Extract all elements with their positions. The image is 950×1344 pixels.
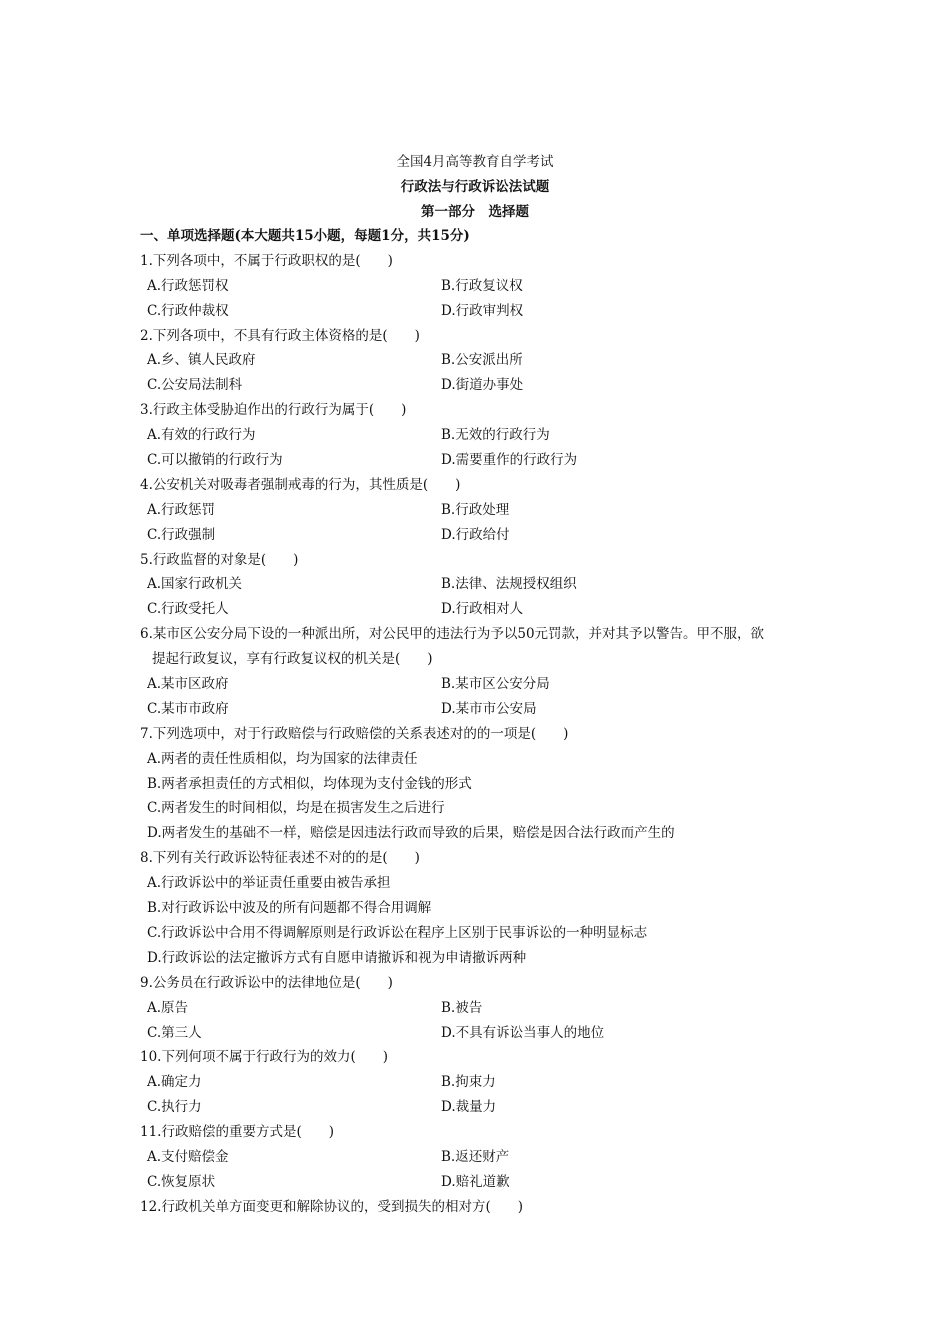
option-a: A.国家行政机关 bbox=[147, 576, 243, 593]
option-b: B.无效的行政行为 bbox=[441, 427, 550, 444]
option-row bbox=[140, 448, 820, 473]
option-b: B.某市区公安分局 bbox=[441, 676, 550, 693]
option-a: A.确定力 bbox=[147, 1074, 202, 1091]
question-stem: 5.行政监督的对象是( ) bbox=[140, 551, 299, 568]
option-a: A.有效的行政行为 bbox=[147, 427, 256, 444]
option-c: C.第三人 bbox=[147, 1024, 202, 1041]
option-d: D.街道办事处 bbox=[441, 377, 524, 394]
option-row bbox=[140, 1170, 820, 1195]
option-row bbox=[140, 1021, 820, 1046]
option-c: C.执行力 bbox=[147, 1099, 202, 1116]
option-b: B.返还财产 bbox=[441, 1148, 510, 1165]
question-stem: 6.某市区公安分局下设的一种派出所，对公民甲的违法行为予以50元罚款，并对其予以警告。甲不服，欲 bbox=[140, 626, 765, 643]
option-c: C.行政诉讼中合用不得调解原则是行政诉讼在程序上区别于民事诉讼的一种明显标志 bbox=[147, 924, 648, 941]
option-c: C.可以撤销的行政行为 bbox=[147, 452, 283, 469]
option-c: C.公安局法制科 bbox=[147, 377, 243, 394]
option-d: D.某市市公安局 bbox=[441, 700, 537, 717]
option-c: C.行政强制 bbox=[147, 526, 216, 543]
document-header bbox=[0, 150, 950, 225]
question-stem: 4.公安机关对吸毒者强制戒毒的行为，其性质是( ) bbox=[140, 476, 461, 493]
option-c: C.某市市政府 bbox=[147, 700, 229, 717]
option-c: C.恢复原状 bbox=[147, 1173, 216, 1190]
option-d: D.行政诉讼的法定撤诉方式有自愿申请撤诉和视为申请撤诉两种 bbox=[147, 949, 527, 966]
question-stem: 8.下列有关行政诉讼特征表述不对的的是( ) bbox=[140, 850, 420, 867]
option-b: B.行政复议权 bbox=[441, 277, 523, 294]
option-b: B.对行政诉讼中波及的所有问题都不得合用调解 bbox=[147, 900, 432, 917]
option-d: D.裁量力 bbox=[441, 1099, 497, 1116]
exam-title: 全国4月高等教育自学考试 bbox=[396, 154, 554, 170]
option-row bbox=[140, 1145, 820, 1170]
option-d: D.不具有诉讼当事人的地位 bbox=[441, 1024, 605, 1041]
option-b: B.法律、法规授权组织 bbox=[441, 576, 577, 593]
question-stem: 2.下列各项中，不具有行政主体资格的是( ) bbox=[140, 327, 420, 344]
option-a: A.乡、镇人民政府 bbox=[147, 352, 256, 369]
option-c: C.行政受托人 bbox=[147, 601, 229, 618]
option-a: A.行政诉讼中的举证责任重要由被告承担 bbox=[147, 875, 391, 892]
question-stem-continued: 提起行政复议，享有行政复议权的机关是( ) bbox=[152, 651, 433, 668]
option-row bbox=[140, 572, 820, 597]
option-row bbox=[140, 697, 820, 722]
option-b: B.拘束力 bbox=[441, 1074, 496, 1091]
option-row bbox=[140, 274, 820, 299]
option-c: C.行政仲裁权 bbox=[147, 302, 229, 319]
option-a: A.原告 bbox=[147, 999, 189, 1016]
question-stem: 1.下列各项中，不属于行政职权的是( ) bbox=[140, 252, 393, 269]
option-b: B.两者承担责任的方式相似，均体现为支付金钱的形式 bbox=[147, 775, 472, 792]
section-title: 一、单项选择题(本大题共15小题，每题1分，共15分) bbox=[140, 228, 470, 244]
subject-title: 行政法与行政诉讼法试题 bbox=[400, 179, 550, 195]
option-c: C.两者发生的时间相似，均是在损害发生之后进行 bbox=[147, 800, 445, 817]
option-row bbox=[140, 597, 820, 622]
option-row bbox=[140, 523, 820, 548]
option-d: D.行政相对人 bbox=[441, 601, 524, 618]
option-row bbox=[140, 423, 820, 448]
option-a: A.行政惩罚 bbox=[147, 501, 216, 518]
option-row bbox=[140, 1070, 820, 1095]
option-d: D.需要重作的行政行为 bbox=[441, 452, 578, 469]
option-a: A.某市区政府 bbox=[147, 676, 229, 693]
option-b: B.公安派出所 bbox=[441, 352, 523, 369]
part-title: 第一部分 选择题 bbox=[421, 204, 529, 220]
option-row bbox=[140, 373, 820, 398]
option-a: A.行政惩罚权 bbox=[147, 277, 229, 294]
option-row bbox=[140, 299, 820, 324]
question-stem: 12.行政机关单方面变更和解除协议的，受到损失的相对方( ) bbox=[140, 1198, 524, 1215]
option-d: D.行政给付 bbox=[441, 526, 510, 543]
question-stem: 11.行政赔偿的重要方式是( ) bbox=[140, 1124, 335, 1141]
question-list bbox=[140, 224, 820, 1220]
option-row bbox=[140, 1095, 820, 1120]
question-stem: 10.下列何项不属于行政行为的效力( ) bbox=[140, 1049, 389, 1066]
option-d: D.两者发生的基础不一样，赔偿是因违法行政而导致的后果，赔偿是因合法行政而产生的 bbox=[147, 825, 675, 842]
question-stem: 3.行政主体受胁迫作出的行政行为属于( ) bbox=[140, 402, 407, 419]
option-row bbox=[140, 498, 820, 523]
option-row bbox=[140, 996, 820, 1021]
question-stem: 9.公务员在行政诉讼中的法律地位是( ) bbox=[140, 974, 393, 991]
option-a: A.两者的责任性质相似，均为国家的法律责任 bbox=[147, 750, 418, 767]
question-stem: 7.下列选项中，对于行政赔偿与行政赔偿的关系表述对的的一项是( ) bbox=[140, 725, 569, 742]
option-b: B.被告 bbox=[441, 999, 483, 1016]
option-b: B.行政处理 bbox=[441, 501, 510, 518]
option-row bbox=[140, 348, 820, 373]
option-d: D.行政审判权 bbox=[441, 302, 524, 319]
option-row bbox=[140, 672, 820, 697]
option-a: A.支付赔偿金 bbox=[147, 1148, 229, 1165]
option-d: D.赔礼道歉 bbox=[441, 1173, 510, 1190]
